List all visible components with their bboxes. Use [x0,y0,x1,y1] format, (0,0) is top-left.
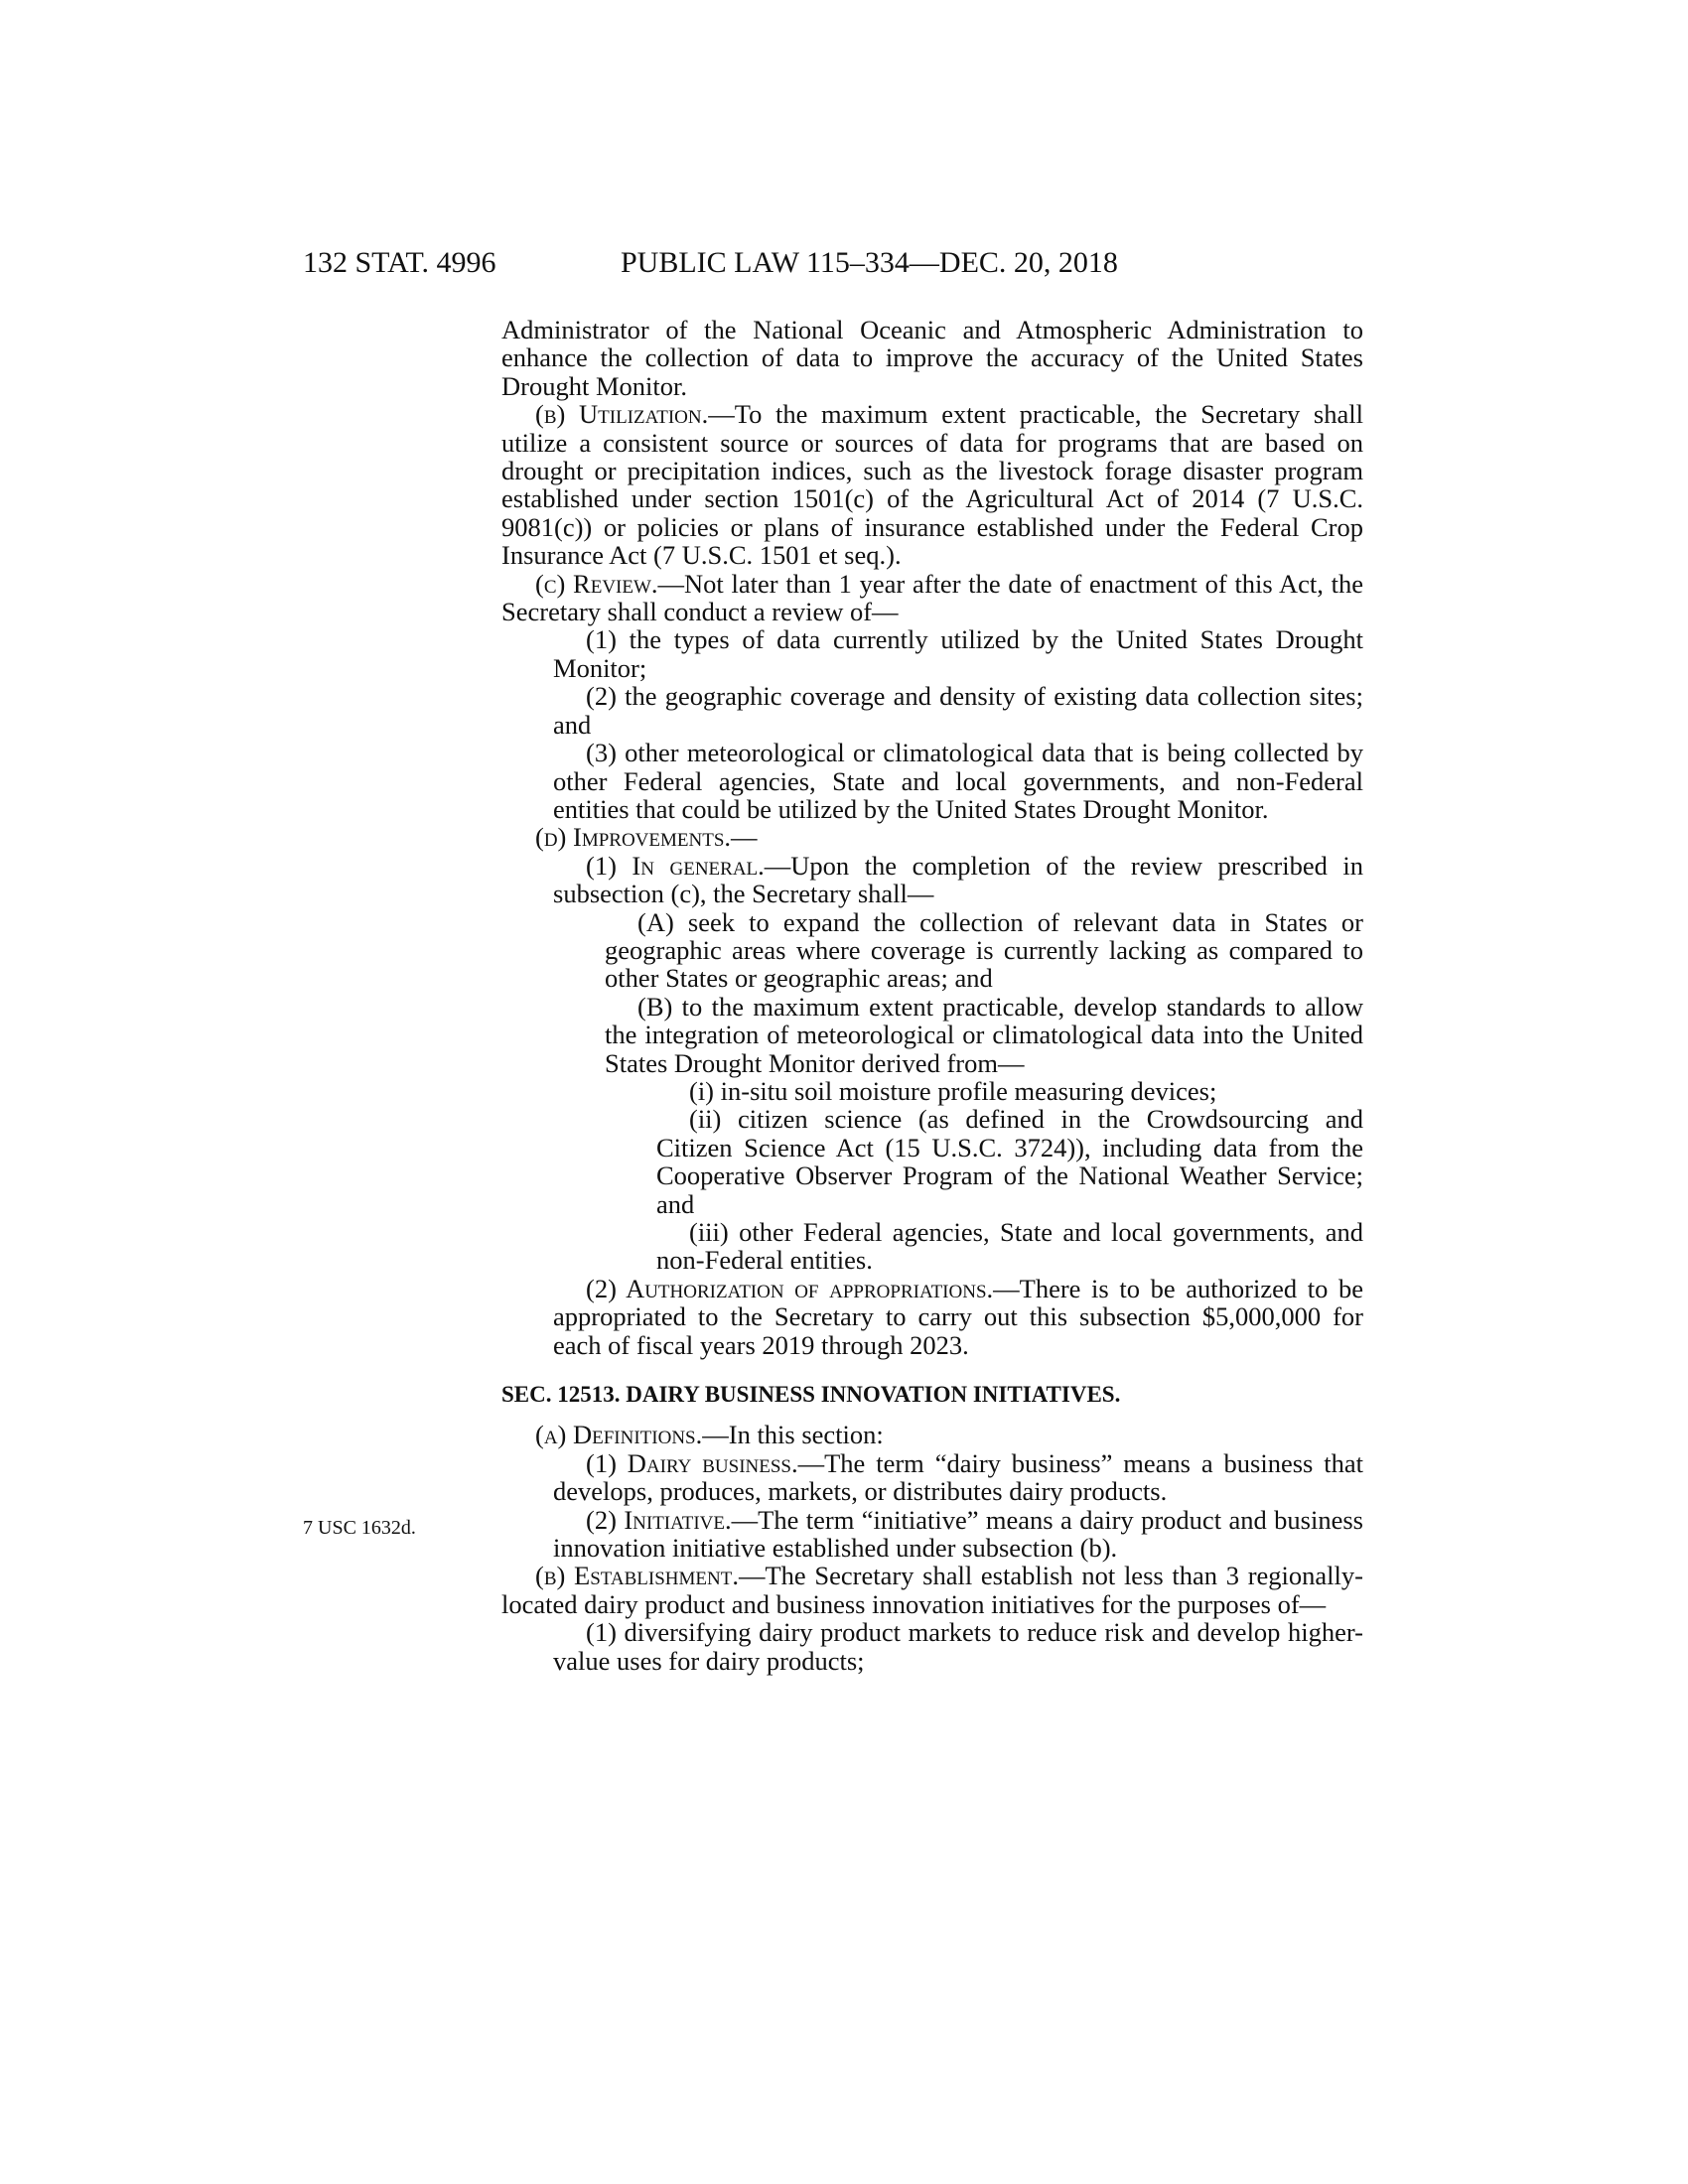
subparagraph-dB: (B) to the maximum extent practicable, develop standards to allow the integration of meteorological or climatological data into the United States Drought Monitor derived from— [605,991,1363,1078]
public-law-title: PUBLIC LAW 115–334—DEC. 20, 2018 [621,246,1118,279]
subsection-heading: (b) Utilization.— [535,399,735,430]
paragraph-d2 [501,1275,1363,1359]
paragraph-c2: (2) the geographic coverage and density of existing data collection sites; and [553,681,1363,740]
paragraph-text: The term “dairy business” means a business that develops, produces, markets, or distributes dairy products. [553,1447,1364,1507]
subsection-b-utilization [501,400,1363,569]
paragraph-d1 [501,852,1363,908]
paragraph-heading: (1) Dairy business.— [586,1447,825,1478]
subsection-heading: (b) Establishment.— [535,1561,766,1591]
clause-di: (i) in-situ soil moisture profile measuring devices; [689,1075,1217,1106]
subsection-d-improvements [501,823,1363,851]
paragraph-c1: (1) the types of data currently utilized by the United States Drought Monitor; [553,624,1363,683]
subsection-heading: (a) Definitions.— [535,1420,729,1450]
subsection-text: Not later than 1 year after the date of enactment of this Act, the Secretary shall conduct a review of— [501,568,1363,627]
page-header [303,243,1365,283]
paragraph-c3: (3) other meteorological or climatological data that is being collected by other Federal agencies, State and local governments, and non-Federal entities that could be utilized by the United States Drought Monitor. [553,738,1363,824]
usc-margin-note: 7 USC 1632d. [303,1517,416,1539]
section-heading: SEC. 12513. DAIRY BUSINESS INNOVATION INITIATIVES. [501,1382,1121,1408]
subsection-heading: (d) Improvements.— [535,822,758,853]
subsection-c-review [501,570,1363,626]
clause-dii: (ii) citizen science (as defined in the Crowdsourcing and Citizen Science Act (15 U.S.C. 3724)), including data from the Cooperative Observer Program of the National Weather Service; and [656,1104,1363,1219]
subsection-text: The Secretary shall establish not less than 3 regionally-located dairy product and business innovation initiatives for the purposes of— [501,1561,1363,1619]
paragraph-continuation: Administrator of the National Oceanic and Atmospheric Administration to enhance the collection of data to improve the accuracy of the United States Drought Monitor. [501,315,1363,401]
paragraph-heading: (2) Initiative.— [586,1504,759,1535]
document-body [501,316,1363,1675]
subsection-a-definitions [501,1421,1363,1448]
subsection-heading: (c) Review.— [535,568,685,599]
paragraph-heading: (2) Authorization of appropriations.— [586,1273,1020,1303]
paragraph-a2 [501,1506,1363,1563]
paragraph-a1 [501,1449,1363,1506]
paragraph-text: The term “initiative” means a dairy product and business innovation initiative established under subsection (b). [553,1504,1363,1564]
subsection-text: In this section: [728,1420,884,1450]
subparagraph-dA: (A) seek to expand the collection of relevant data in States or geographic areas where coverage is currently lacking as compared to other States or geographic areas; and [605,906,1363,994]
paragraph-text: There is to be authorized to be appropriated to the Secretary to carry out this subsection $5,000,000 for each of fiscal years 2019 through 2023. [553,1273,1363,1360]
paragraph-text: Upon the completion of the review prescribed in subsection (c), the Secretary shall— [553,850,1363,909]
stat-page-number: 132 STAT. 4996 [303,246,496,279]
clause-diii: (iii) other Federal agencies, State and local governments, and non-Federal entities. [656,1217,1363,1276]
subsection-text: To the maximum extent practicable, the Secretary shall utilize a consistent source or sources of data for programs that are based on drought or precipitation indices, such as the livestock forage disaster program established under section 1501(c) of the Agricultural Act of 2014 (7 U.S.C. 9081(c)) or policies or plans of insurance established under the Federal Crop Insurance Act (7 U.S.C. 1501 et seq.). [501,399,1363,571]
paragraph-heading: (1) In general.— [586,850,791,881]
paragraph-b1: (1) diversifying dairy product markets to reduce risk and develop higher-value uses for dairy products; [553,1617,1363,1676]
subsection-b-establishment [501,1562,1363,1618]
